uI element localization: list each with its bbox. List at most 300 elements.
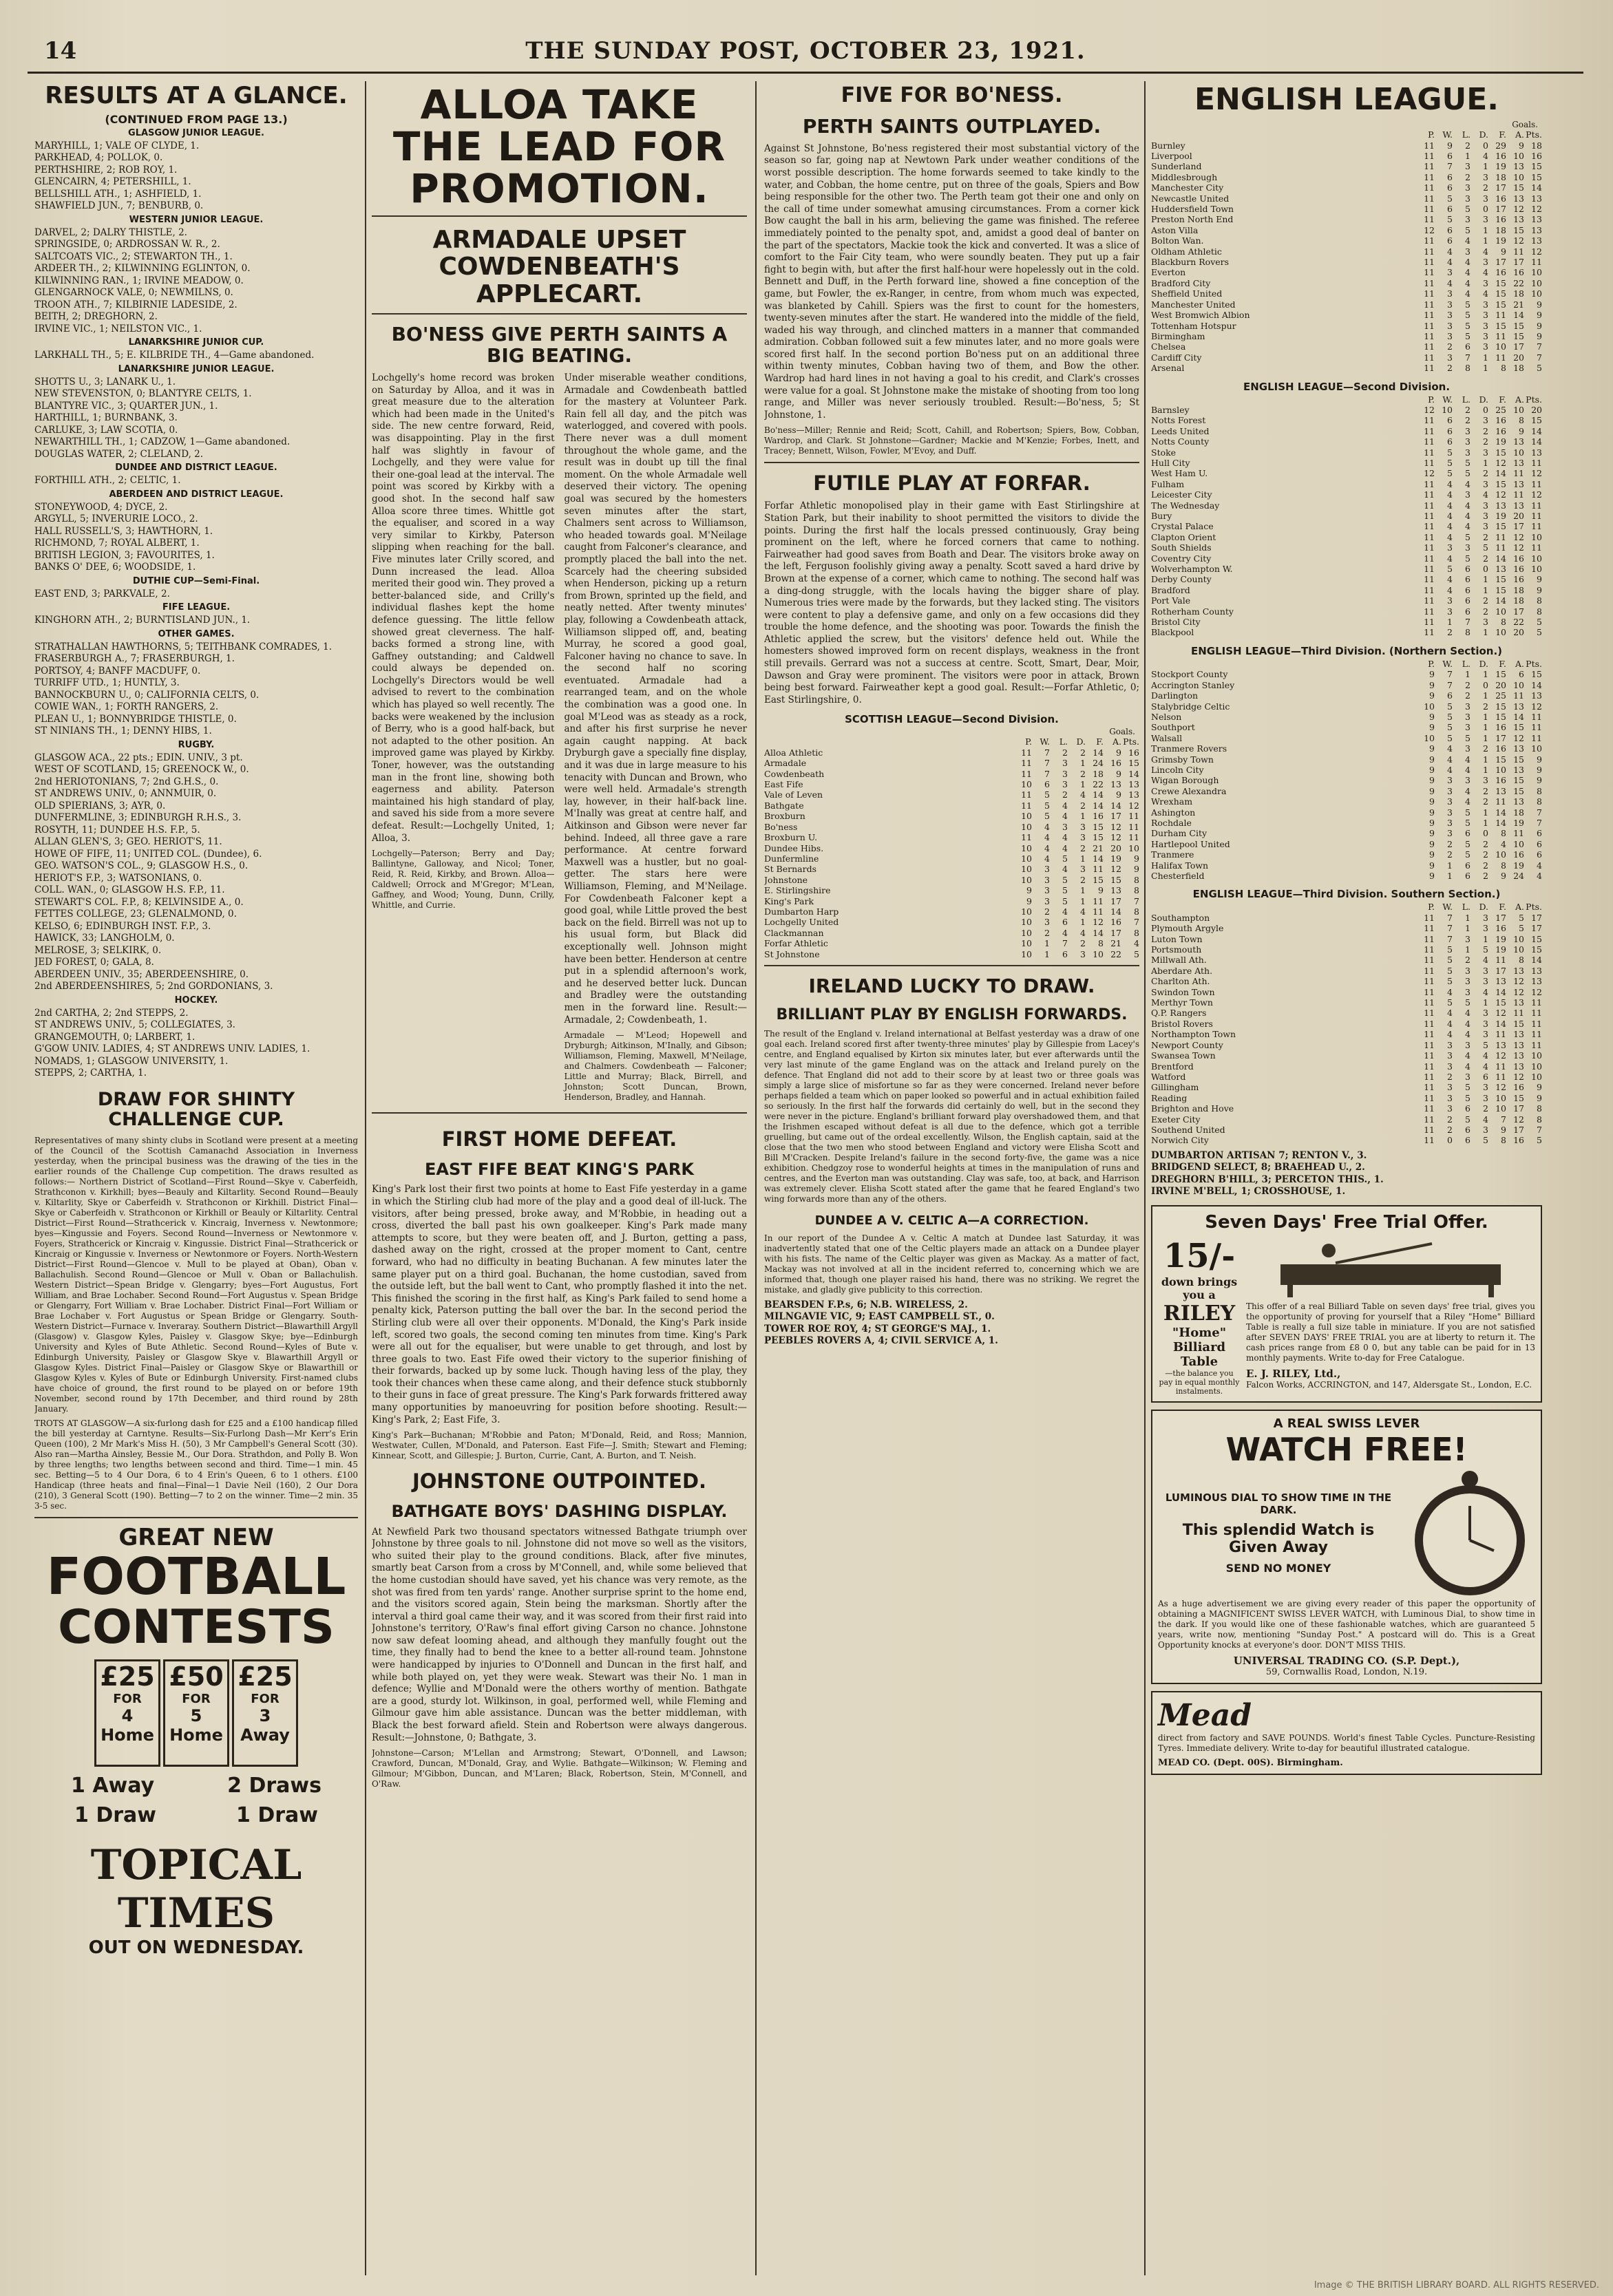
stat-cell: 9 <box>1134 853 1139 864</box>
stat-cell: 17 <box>1513 1103 1524 1114</box>
stat-cell: 5 <box>1465 838 1470 849</box>
stat-cell: 3 <box>1044 885 1050 896</box>
mead-body: direct from factory and SAVE POUNDS. World's finest Table Cycles. Puncture-Resisting Tyres. Immediate delivery. Write to-day for beautiful illustrated catalogue. <box>1158 1732 1535 1753</box>
stat-cell: 2 <box>1080 938 1086 949</box>
stat-cell: 15 <box>1531 161 1542 172</box>
result-line: 2nd CARTHA, 2; 2nd STEPPS, 2. <box>34 1007 189 1019</box>
stat-cell: 1 <box>1483 584 1488 595</box>
stat-cell: 11 <box>1495 531 1506 542</box>
table-row <box>764 875 1139 885</box>
stat-cell: 15 <box>1495 574 1506 585</box>
stat-cell: 1 <box>1483 352 1488 363</box>
column-rule <box>1144 81 1146 2275</box>
stat-cell: 12 <box>1513 204 1524 215</box>
team-name: Norwich City <box>1151 1135 1209 1146</box>
result-line: KILWINNING RAN., 1; IRVINE MEADOW, 0. <box>34 275 244 286</box>
scottish-goals-label: Goals. <box>1109 727 1135 737</box>
table-row <box>1151 161 1542 171</box>
mead-company: MEAD CO. (Dept. 00S). Birmingham. <box>1158 1757 1343 1768</box>
table-header-cell: P. <box>1428 658 1435 669</box>
result-line: HOWE OF FIFE, 11; UNITED COL. (Dundee), 6. <box>34 848 262 860</box>
stat-cell: 13 <box>1513 436 1524 447</box>
team-name: Brighton and Hove <box>1151 1103 1234 1114</box>
stat-cell: 14 <box>1495 595 1506 606</box>
result-line: FETTES COLLEGE, 23; GLENALMOND, 0. <box>34 908 237 920</box>
stat-cell: 12 <box>1513 986 1524 997</box>
table-header-cell: D. <box>1479 902 1488 913</box>
stat-cell: 10 <box>1513 404 1524 415</box>
result-line: NOMADS, 1; GLASGOW UNIVERSITY, 1. <box>34 1055 229 1067</box>
stat-cell: 4 <box>1447 531 1453 542</box>
bathgate-teams: Johnstone—Carson; M'Lellan and Armstrong; Stewart, O'Donnell, and Lawson; Crawford, Duncan, M'Donald, Gray, and Wylie. Bathgate—Wilkinson; W. Fleming and Gilmour; M'Gibbon, Duncan, and M'Laren; Black, Robertson, Stein, M'Connell, and O'Raw. <box>372 1748 747 1789</box>
table-row <box>1151 595 1542 606</box>
result-line: DREGHORN B'HILL, 3; PERCETON THIS., 1. <box>1151 1173 1384 1185</box>
stat-cell: 3 <box>1465 933 1470 944</box>
stat-cell: 11 <box>1021 758 1032 769</box>
result-line: HAWICK, 33; LANGHOLM, 0. <box>34 933 175 944</box>
stat-cell: 3 <box>1483 277 1488 288</box>
results-section-heading: WESTERN JUNIOR LEAGUE. <box>129 214 264 225</box>
table-row <box>1151 500 1542 511</box>
stat-cell: 11 <box>1424 500 1435 511</box>
stat-cell: 10 <box>1513 933 1524 944</box>
english-goals-label: Goals. <box>1512 120 1538 130</box>
stat-cell: 11 <box>1424 1050 1435 1061</box>
results-section-heading: LANARKSHIRE JUNIOR CUP. <box>128 337 264 348</box>
result-line: GLASGOW ACA., 22 pts.; EDIN. UNIV., 3 pt. <box>34 752 243 763</box>
stat-cell: 10 <box>1424 701 1435 712</box>
stat-cell: 6 <box>1465 1103 1470 1114</box>
stat-cell: 5 <box>1465 807 1470 818</box>
team-name: Q.P. Rangers <box>1151 1008 1207 1019</box>
stat-cell: 5 <box>1062 895 1068 906</box>
stat-cell: 5 <box>1465 204 1470 215</box>
stat-cell: 15 <box>1513 1018 1524 1029</box>
stat-cell: 3 <box>1080 864 1086 875</box>
table-row <box>764 906 1139 917</box>
stat-cell: 12 <box>1128 800 1139 811</box>
stat-cell: 4 <box>1447 986 1453 997</box>
team-name: Armadale <box>764 758 807 769</box>
team-name: Newcastle United <box>1151 193 1230 204</box>
stat-cell: 3 <box>1483 912 1488 923</box>
stat-cell: 12 <box>1531 701 1542 712</box>
column-english-league <box>1151 81 1542 2275</box>
team-name: Wigan Borough <box>1151 775 1219 786</box>
stat-cell: 6 <box>1447 182 1453 193</box>
stat-cell: 14 <box>1531 436 1542 447</box>
east-fife-teams: King's Park—Buchanan; M'Robbie and Paton; M'Donald, Reid, and Ross; Mannion, Westwater, Cullen, M'Donald, and Paterson. East Fife—J. Smith; Stewart and Fleming; Kinnear, Scott, and Gillespie; J. Burton, Currie, Cant, A. Burton, and T. Neish. <box>372 1430 747 1461</box>
stat-cell: 4 <box>1483 151 1488 161</box>
stat-cell: 1 <box>1483 224 1488 235</box>
stat-cell: 11 <box>1531 521 1542 532</box>
table-row <box>1151 1008 1542 1018</box>
contest-for: FOR <box>251 1691 280 1706</box>
stat-cell: 9 <box>1429 764 1435 775</box>
stat-cell: 3 <box>1483 171 1488 182</box>
stat-cell: 10 <box>1513 151 1524 161</box>
stat-cell: 3 <box>1465 775 1470 786</box>
table-row <box>1151 680 1542 690</box>
stat-cell: 3 <box>1044 864 1050 875</box>
stat-cell: 11 <box>1424 415 1435 426</box>
stat-cell: 14 <box>1110 906 1121 917</box>
stat-cell: 5 <box>1465 330 1470 341</box>
stat-cell: 16 <box>1513 574 1524 585</box>
result-line: LARKHALL TH., 5; E. KILBRIDE TH., 4—Game abandoned. <box>34 350 315 361</box>
stat-cell: 15 <box>1513 722 1524 733</box>
stat-cell: 12 <box>1093 917 1104 928</box>
stat-cell: 15 <box>1531 933 1542 944</box>
stat-cell: 12 <box>1424 468 1435 479</box>
stat-cell: 5 <box>1537 617 1542 628</box>
ad-football: FOOTBALL <box>46 1547 346 1607</box>
divider <box>764 462 1139 463</box>
stat-cell: 17 <box>1495 204 1506 215</box>
stat-cell: 3 <box>1465 986 1470 997</box>
stat-cell: 12 <box>1513 732 1524 743</box>
table-row <box>1151 479 1542 489</box>
stat-cell: 7 <box>1044 768 1050 779</box>
stat-cell: 3 <box>1483 330 1488 341</box>
team-name: Oldham Athletic <box>1151 246 1222 257</box>
stat-cell: 3 <box>1447 828 1453 839</box>
stat-cell: 11 <box>1495 955 1506 966</box>
results-section-heading: RUGBY. <box>178 739 215 750</box>
shinty-title: DRAW FOR SHINTY CHALLENGE CUP. <box>97 1088 295 1131</box>
stat-cell: 3 <box>1080 821 1086 832</box>
stat-cell: 15 <box>1531 171 1542 182</box>
stat-cell: 11 <box>1424 330 1435 341</box>
headline-alloa: ALLOA TAKE THE LEAD FOR PROMOTION. <box>392 81 726 212</box>
stat-cell: 8 <box>1501 828 1506 839</box>
stat-cell: 9 <box>1429 807 1435 818</box>
result-line: NEW STEVENSTON, 0; BLANTYRE CELTS, 1. <box>34 388 252 400</box>
contest-what: 5 Home <box>169 1705 223 1745</box>
stat-cell: 5 <box>1447 193 1453 204</box>
stat-cell: 16 <box>1110 758 1121 769</box>
team-name: The Wednesday <box>1151 500 1220 511</box>
stat-cell: 10 <box>1495 627 1506 638</box>
dundee-celtic-article: In our report of the Dundee A v. Celtic A match at Dundee last Saturday, it was inadvertently stated that one of the Celtic players made an attack on a Dundee player with his fists. The name of the Celtic player was given as Mackay. As a matter of fact, Mackay was not involved at all in the incident referred to, concerning which we are informed that, though one player raised his hand, there was no striking. We regret the mistake, and gladly give publicity to this correction. <box>764 1233 1139 1295</box>
team-name: Preston North End <box>1151 214 1234 225</box>
stat-cell: 15 <box>1531 415 1542 426</box>
stat-cell: 11 <box>1424 986 1435 997</box>
stat-cell: 10 <box>1021 874 1032 885</box>
stat-cell: 11 <box>1128 832 1139 843</box>
stat-cell: 3 <box>1483 976 1488 987</box>
stat-cell: 11 <box>1424 1114 1435 1125</box>
stat-cell: 12 <box>1495 1050 1506 1061</box>
table-header-cell <box>1151 902 1417 912</box>
result-line: ST ANDREWS UNIV., 0; ANNMUIR, 0. <box>34 788 217 800</box>
team-name: Clapton Orient <box>1151 531 1216 542</box>
team-name: Tranmere <box>1151 849 1194 860</box>
column-results <box>34 81 358 2275</box>
result-line: BANKS O' DEE, 6; WOODSIDE, 1. <box>34 562 196 573</box>
mead-ad <box>1151 1691 1542 1775</box>
table-row <box>1151 426 1542 436</box>
stat-cell: 6 <box>1447 425 1453 436</box>
stat-cell: 4 <box>1080 906 1086 917</box>
team-name: King's Park <box>764 895 814 906</box>
contest-for: FOR <box>182 1691 211 1706</box>
table-row <box>1151 172 1542 182</box>
stat-cell: 3 <box>1483 1092 1488 1103</box>
stat-cell: 10 <box>1495 764 1506 775</box>
stat-cell: 16 <box>1495 193 1506 204</box>
stat-cell: 5 <box>1465 457 1470 468</box>
first-home-defeat-title: FIRST HOME DEFEAT. <box>441 1127 677 1151</box>
stat-cell: 9 <box>1537 574 1542 585</box>
stat-cell: 4 <box>1447 257 1453 268</box>
table-row <box>1151 722 1542 732</box>
stat-cell: 2 <box>1465 690 1470 701</box>
stat-cell: 10 <box>1021 906 1032 917</box>
stat-cell: 10 <box>1531 288 1542 299</box>
stat-cell: 16 <box>1513 1082 1524 1093</box>
stat-cell: 0 <box>1447 1135 1453 1146</box>
stat-cell: 11 <box>1021 832 1032 843</box>
stat-cell: 4 <box>1062 864 1068 875</box>
stat-cell: 5 <box>1062 885 1068 896</box>
stat-cell: 15 <box>1513 785 1524 796</box>
result-line: SHOTTS U., 3; LANARK U., 1. <box>34 376 176 387</box>
team-name: Stoke <box>1151 447 1177 458</box>
table-row <box>1151 923 1542 933</box>
stat-cell: 4 <box>1447 1008 1453 1019</box>
team-name: Bradford City <box>1151 277 1211 288</box>
table-row <box>1151 849 1542 860</box>
team-name: Swindon Town <box>1151 986 1215 997</box>
table-row <box>1151 405 1542 415</box>
brilliant-article: The result of the England v. Ireland international at Belfast yesterday was a draw of one goal each. Ireland scored first after twenty-three minutes' play by Gillespie from Lacey's centre, and England equalised by Kirton six minutes later, but ever afterwards until the very last minute of the game England was on the attack and Ireland purely on the defence. That England did not add to their score by at least two or three goals was simply a large slice of misfortune so far as they were concerned. Ireland never before perhaps fielded a team which on paper looked so powerful and in actual exhibition failed so seriously. In the first half the forwards did certainly do well, but in the second they were never in the picture. England's brilliant forward play overshadowed them, and that the Irishmen escaped without defeat is all due to the defence, which got a terrible gruelling, but came out of the ordeal excellently. Wilson, the English captain, said at the close that the two men who stood between England and victory were Elisha Scott and Bill M'Cracken. Despite Ireland's failure in the second forty-five, the game was a nice exhibition. Chedgzoy rose to wonderful heights at times in the manipulation of runs and centres, and the Everton man was outstanding. Clay was safe, too, at back, and Harrison was extremely clever. Elisha Scott stated after the game that he feared England's two wing forwards more than any of the others. <box>764 1028 1139 1204</box>
stat-cell: 6 <box>1447 224 1453 235</box>
stat-cell: 11 <box>1021 768 1032 779</box>
stat-cell: 18 <box>1513 595 1524 606</box>
stat-cell: 13 <box>1513 1050 1524 1061</box>
stat-cell: 3 <box>1465 214 1470 225</box>
billiard-table-illustration <box>1246 1237 1535 1299</box>
stat-cell: 7 <box>1537 807 1542 818</box>
shinty-article: Representatives of many shinty clubs in Scotland were present at a meeting of the Council of the Scottish Camanachd Association in Inverness yesterday, when the principal business was the drawing of the ties in the earlier rounds of the Challenge Cup competition. The draws resulted as follows:— Northern District of Scotland—First Round—Skye v. Caberfeidh, Strathconon v. Kirkhill; byes—Beauly and Kiltarlity. Second Round—Beauly v. Kiltarlity, Skye or Caberfeidh v. Strathconon or Kirkhill. District Final—Skye or Caberfeidh v. Strathconon or Kirkhill or Beauly or Kiltarlity. Central District—First Round—Strathcerick v. Kincraig, Inverness v. Newtonmore; byes—Kingussie and Foyers. Second Round—Inverness or Newtonmore v. Foyers, Strathcerick or Kincraig v. Kingussie. District Final—Strathcerick or Kincraig or Kingussie v. Inverness or Newtonmore or Foyers. North-Western District—First Round—Glencoe v. Mull to be played at Oban), Oban v. Ballachulish. Second Round—Glencoe or Mull v. Oban or Ballachulish. Western District—Spean Bridge v. Glengarry; byes—Fort Augustus, Fort William, and Brae Lochaber. Second Round—Fort Augustus v. Spean Bridge or Glengarry, Fort William v. Brae Lochaber. District Final—Fort William or Brae Lochaber v. Fort Augustus or Spean Bridge or Glengarry. South-Western District—Furnace v. Inveraray. Southern District—Blawarthill Argyll (Glasgow) v. Glasgow Kyles, Paisley v. Glasgow Skye; bye—Edinburgh University and Kyles of Bute Athletic. Second Round—Kyles of Bute v. Edinburgh University, Paisley or Glasgow Skye v. Blawarthill Argyll or Glasgow Kyles. District Final—Paisley or Glasgow Skye or Blawarthill or Glasgow Kyles v. Kyles of Bute or Edinburgh University. First-named clubs have choice of ground, the first round to be played on or before 19th November, second round by 17th December, and third round by 28th January. <box>34 1136 358 1414</box>
table-row <box>1151 944 1542 955</box>
stat-cell: 4 <box>1483 288 1488 299</box>
ad-out-wednesday: OUT ON WEDNESDAY. <box>88 1937 304 1958</box>
result-line: COLL. WAN., 0; GLASGOW H.S. F.P., 11. <box>34 884 225 896</box>
stat-cell: 5 <box>1062 874 1068 885</box>
stat-cell: 15 <box>1495 754 1506 765</box>
stat-cell: 29 <box>1495 140 1506 151</box>
stat-cell: 11 <box>1424 1029 1435 1040</box>
stat-cell: 16 <box>1128 747 1139 758</box>
result-line: KINGHORN ATH., 2; BURNTISLAND JUN., 1. <box>34 615 251 626</box>
stat-cell: 4 <box>1447 478 1453 489</box>
stat-cell: 14 <box>1531 182 1542 193</box>
stat-cell: 0 <box>1483 204 1488 215</box>
table-row <box>1151 267 1542 277</box>
table-row <box>1151 585 1542 595</box>
stat-cell: 3 <box>1465 976 1470 987</box>
stat-cell: 0 <box>1483 140 1488 151</box>
english-third-north-title: ENGLISH LEAGUE—Third Division. (Northern Section.) <box>1190 644 1503 657</box>
table-header-cell: A. <box>1515 902 1524 913</box>
futile-article: Forfar Athletic monopolised play in their game with East Stirlingshire at Station Park, but their inability to shoot permitted the visitors to divide the points. During the first half the locals pressed continuously, Gray being prominent on the left, where he forced corners that came to nothing. Fairweather had good saves from Boath and Dear. The visitors broke away on the left, Ferguson foolishly giving away a penalty. Scott saved a hard drive by Brown at the expense of a corner, which came to nothing. The second half was a ding-dong struggle, with the locals having the bigger share of play. Numerous tries were made by the forwards, but they lacked sting. The visitors were content to play a defensive game, and only on a few occasions did they trouble the home defence, and the shooting was poor. Towards the finish the Athletic applied the screw, but the visitors' defence held out. While the homesters showed improved form on recent displays, weakness in the front still prevails. Gerrard was not a success at centre. Scott, Smart, Dear, Moir, Dawson and Gray were prominent. The visitors were poor in attack, Brown being best forward. Fairweather kept a good goal. Result:—Forfar Athletic, 0; East Stirlingshire, 0. <box>764 500 1139 705</box>
stat-cell: 9 <box>1429 775 1435 786</box>
stat-cell: 3 <box>1483 1029 1488 1040</box>
table-row <box>1151 1135 1542 1145</box>
stat-cell: 6 <box>1465 860 1470 871</box>
stat-cell: 10 <box>1531 277 1542 288</box>
stat-cell: 1 <box>1483 457 1488 468</box>
team-name: Liverpool <box>1151 151 1192 161</box>
stat-cell: 3 <box>1447 1082 1453 1093</box>
stat-cell: 12 <box>1531 204 1542 215</box>
stat-cell: 11 <box>1424 542 1435 553</box>
table-row <box>1151 786 1542 796</box>
divider <box>372 215 747 217</box>
team-name: Gillingham <box>1151 1082 1199 1093</box>
stat-cell: 11 <box>1424 193 1435 204</box>
result-line: KELSO, 6; EDINBURGH INST. F.P., 3. <box>34 920 211 932</box>
stat-cell: 1 <box>1483 997 1488 1008</box>
stat-cell: 19 <box>1513 860 1524 871</box>
stat-cell: 3 <box>1483 1008 1488 1019</box>
table-row <box>764 843 1139 853</box>
team-name: Sunderland <box>1151 161 1202 172</box>
stat-cell: 1 <box>1483 722 1488 733</box>
table-row <box>1151 839 1542 849</box>
stat-cell: 11 <box>1424 352 1435 363</box>
stat-cell: 12 <box>1513 1071 1524 1082</box>
stat-cell: 5 <box>1447 214 1453 225</box>
table-row <box>1151 690 1542 701</box>
table-row <box>1151 511 1542 521</box>
stat-cell: 14 <box>1093 789 1104 800</box>
stat-cell: 20 <box>1110 842 1121 853</box>
stat-cell: 11 <box>1513 246 1524 257</box>
stat-cell: 5 <box>1465 849 1470 860</box>
result-line: GLENCAIRN, 4; PETERSHILL, 1. <box>34 176 191 188</box>
stat-cell: 6 <box>1465 595 1470 606</box>
result-line: JED FOREST, 0; GALA, 8. <box>34 957 154 968</box>
table-row <box>1151 532 1542 542</box>
column-boness <box>764 81 1139 2275</box>
team-name: Cowdenbeath <box>764 768 825 779</box>
table-row <box>1151 796 1542 807</box>
team-name: Leeds United <box>1151 425 1210 436</box>
riley-title: Seven Days' Free Trial Offer. <box>1205 1211 1488 1233</box>
stat-cell: 20 <box>1495 679 1506 690</box>
stat-cell: 4 <box>1465 1008 1470 1019</box>
table-header-row <box>1151 659 1542 669</box>
stat-cell: 1 <box>1483 807 1488 818</box>
lochgelly-teams: Lochgelly—Paterson; Berry and Day; Ballintyne, Galloway, and Nicol; Toner, Reid, R. Reid, Kirkby, and Brown. Alloa—Caldwell; Orrock and M'Gregor; M'Lean, Gaffney, and Wood; Young, Dunn, Crilly, Whittle, and Currie. <box>372 849 555 911</box>
watch-address: 59, Cornwallis Road, London, N.19. <box>1265 1666 1428 1677</box>
stat-cell: 10 <box>1531 553 1542 564</box>
stat-cell: 2 <box>1483 468 1488 479</box>
stat-cell: 9 <box>1026 885 1032 896</box>
stat-cell: 10 <box>1531 1050 1542 1061</box>
stat-cell: 11 <box>1021 800 1032 811</box>
ad-one-draw-2: 1 Draw <box>236 1803 318 1827</box>
stat-cell: 9 <box>1429 849 1435 860</box>
team-name: Rotherham County <box>1151 606 1234 617</box>
table-row <box>1151 860 1542 871</box>
result-line: ARDEER TH., 2; KILWINNING EGLINTON, 0. <box>34 263 251 275</box>
stat-cell: 4 <box>1465 785 1470 796</box>
stat-cell: 22 <box>1093 779 1104 790</box>
riley-ad <box>1151 1205 1542 1403</box>
stat-cell: 11 <box>1424 267 1435 278</box>
stat-cell: 4 <box>1465 257 1470 268</box>
table-row <box>1151 341 1542 352</box>
table-header-cell: F. <box>1499 902 1506 913</box>
table-header-cell <box>1151 659 1417 669</box>
table-header-cell: P. <box>1025 736 1032 747</box>
stat-cell: 11 <box>1495 1061 1506 1072</box>
stat-cell: 5 <box>1465 732 1470 743</box>
stat-cell: 2 <box>1483 701 1488 712</box>
stat-cell: 4 <box>1447 246 1453 257</box>
stat-cell: 11 <box>1424 436 1435 447</box>
stat-cell: 6 <box>1465 871 1470 881</box>
team-name: Darlington <box>1151 690 1199 701</box>
stat-cell: 12 <box>1110 864 1121 875</box>
stat-cell: 11 <box>1513 828 1524 839</box>
stat-cell: 17 <box>1513 257 1524 268</box>
stat-cell: 13 <box>1531 193 1542 204</box>
stat-cell: 16 <box>1513 849 1524 860</box>
table-header-cell: D. <box>1479 658 1488 669</box>
table-row <box>1151 521 1542 531</box>
table-header-cell: L. <box>1462 658 1470 669</box>
riley-address: Falcon Works, ACCRINGTON, and 147, Aldersgate St., London, E.C. <box>1246 1379 1532 1390</box>
futile-title: FUTILE PLAY AT FORFAR. <box>813 471 1090 496</box>
stat-cell: 24 <box>1513 871 1524 881</box>
contest-amount: £50 <box>169 1661 224 1692</box>
table-header-cell: A. <box>1515 129 1524 140</box>
stat-cell: 12 <box>1495 1082 1506 1093</box>
stat-cell: 19 <box>1495 511 1506 521</box>
stat-cell: 9 <box>1447 140 1453 151</box>
stat-cell: 11 <box>1495 542 1506 553</box>
stat-cell: 11 <box>1424 574 1435 585</box>
stat-cell: 11 <box>1531 997 1542 1008</box>
stat-cell: 6 <box>1465 1124 1470 1135</box>
team-name: Port Vale <box>1151 595 1191 606</box>
stat-cell: 10 <box>1531 743 1542 754</box>
stat-cell: 14 <box>1531 955 1542 966</box>
stat-cell: 10 <box>1021 779 1032 790</box>
stat-cell: 11 <box>1495 1029 1506 1040</box>
stat-cell: 25 <box>1495 404 1506 415</box>
english-third-south-title: ENGLISH LEAGUE—Third Division. Southern Section.) <box>1192 888 1501 901</box>
stat-cell: 4 <box>1483 1061 1488 1072</box>
stat-cell: 13 <box>1495 785 1506 796</box>
stat-cell: 11 <box>1495 1071 1506 1082</box>
team-name: Bradford <box>1151 584 1190 595</box>
stat-cell: 11 <box>1424 447 1435 458</box>
riley-home: "Home" <box>1172 1325 1227 1340</box>
stat-cell: 9 <box>1116 789 1121 800</box>
stat-cell: 2 <box>1447 1124 1453 1135</box>
stat-cell: 11 <box>1424 933 1435 944</box>
result-line: BRIDGEND SELECT, 8; BRAEHEAD U., 2. <box>1151 1162 1365 1173</box>
stat-cell: 11 <box>1424 246 1435 257</box>
stat-cell: 6 <box>1447 436 1453 447</box>
stat-cell: 13 <box>1513 796 1524 807</box>
